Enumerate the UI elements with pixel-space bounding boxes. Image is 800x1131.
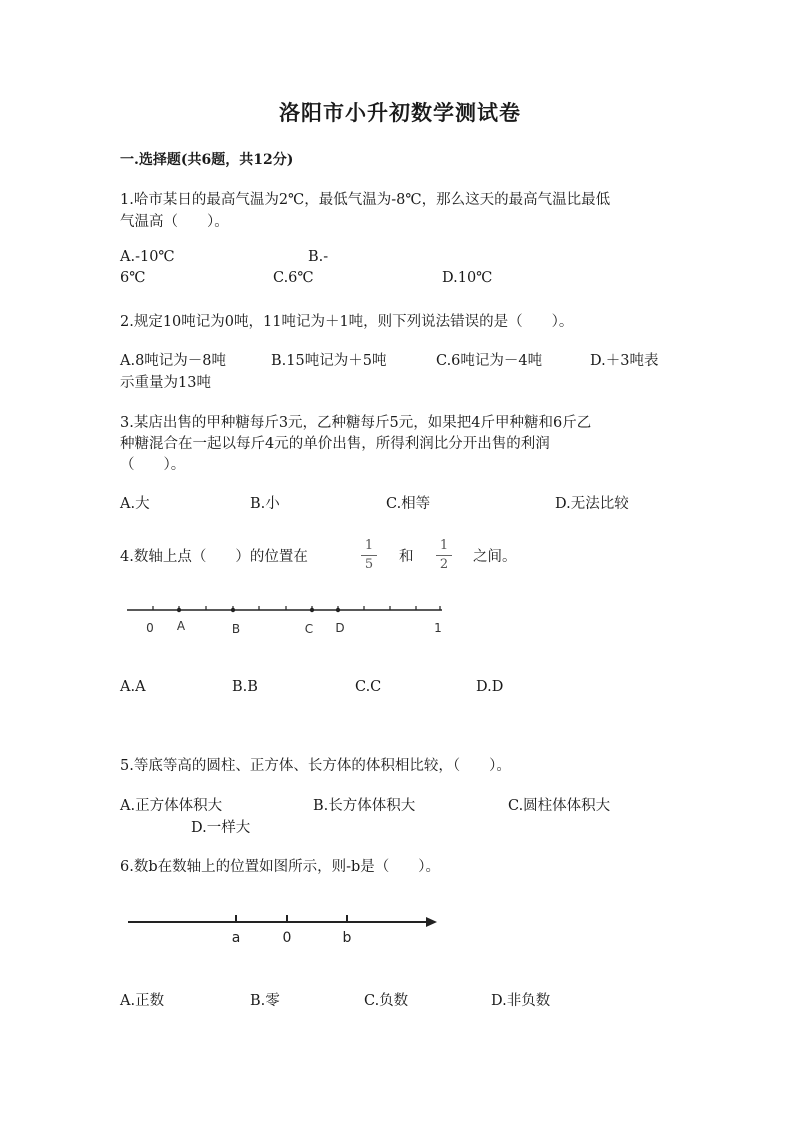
axis-label-a: a (231, 930, 241, 946)
q2-option-d-cont: 示重量为13吨 (120, 375, 211, 391)
q4-stem: 4.数轴上点（ ）的位置在 (120, 549, 308, 565)
q2-option-d: D.＋3吨表 (590, 353, 659, 369)
axis-label-b: B (231, 622, 241, 636)
axis-label-a: A (176, 619, 186, 633)
point-a-marker (177, 608, 181, 612)
q4-between: 之间。 (473, 549, 517, 565)
q3-stem-line3: （ ）。 (120, 457, 186, 473)
q4-and: 和 (399, 549, 414, 565)
axis-label-d: D (335, 621, 345, 635)
axis-label-zero: 0 (146, 621, 154, 635)
q4-number-line (0, 590, 800, 640)
fraction-numerator: 1 (364, 538, 374, 553)
q1-option-a: A.-10℃ (120, 249, 175, 265)
q6-option-c: C.负数 (364, 993, 409, 1009)
q5-stem: 5.等底等高的圆柱、正方体、长方体的体积相比较，（ ）。 (120, 758, 511, 774)
axis-label-b: b (342, 930, 352, 946)
fraction-one-half (436, 538, 452, 573)
q3-option-d: D.无法比较 (555, 496, 629, 512)
fraction-one-fifth (361, 538, 377, 573)
axis-label-c: C (304, 622, 314, 636)
point-c-marker (310, 608, 314, 612)
q1-stem-line1: 1.哈市某日的最高气温为2℃，最低气温为-8℃，那么这天的最高气温比最低 (120, 192, 611, 208)
point-b-marker (231, 608, 235, 612)
axis-label-zero: 0 (282, 930, 292, 946)
page-title: 洛阳市小升初数学测试卷 (279, 100, 521, 125)
q2-option-a: A.8吨记为－8吨 (120, 353, 227, 369)
q5-option-c: C.圆柱体体积大 (508, 798, 611, 814)
fraction-bar (436, 555, 452, 556)
q4-option-b: B.B (232, 679, 258, 695)
q6-option-b: B.零 (250, 993, 280, 1009)
q3-option-c: C.相等 (386, 496, 431, 512)
axis-arrow-icon (426, 917, 437, 927)
axis-label-one: 1 (434, 621, 442, 635)
q3-option-a: A.大 (120, 496, 150, 512)
q6-stem: 6.数b在数轴上的位置如图所示，则-b是（ ）。 (120, 859, 441, 875)
q4-option-d: D.D (476, 679, 504, 695)
q2-option-c: C.6吨记为－4吨 (436, 353, 543, 369)
q5-option-b: B.长方体体积大 (313, 798, 416, 814)
q6-option-a: A.正数 (120, 993, 165, 1009)
q5-option-a: A.正方体体积大 (120, 798, 223, 814)
section-heading: 一.选择题(共6题，共12分) (120, 152, 294, 168)
q6-option-d: D.非负数 (491, 993, 551, 1009)
q2-stem: 2.规定10吨记为0吨，11吨记为＋1吨，则下列说法错误的是（ ）。 (120, 314, 574, 330)
fraction-numerator: 1 (439, 538, 449, 553)
q2-option-b: B.15吨记为＋5吨 (271, 353, 387, 369)
q5-option-d: D.一样大 (191, 820, 251, 836)
q1-option-b-cont: 6℃ (120, 270, 146, 286)
point-d-marker (336, 608, 340, 612)
q1-option-c: C.6℃ (273, 270, 314, 286)
q1-option-d: D.10℃ (442, 270, 493, 286)
q1-option-b: B.- (308, 249, 329, 265)
q1-stem-line2: 气温高（ ）。 (120, 214, 229, 230)
fraction-denominator: 5 (364, 557, 374, 572)
q6-number-line (0, 905, 800, 950)
q4-option-c: C.C (355, 679, 382, 695)
q3-stem-line2: 种糖混合在一起以每斤4元的单价出售，所得利润比分开出售的利润 (120, 436, 550, 452)
q4-option-a: A.A (120, 679, 146, 695)
q3-stem-line1: 3.某店出售的甲种糖每斤3元，乙种糖每斤5元，如果把4斤甲种糖和6斤乙 (120, 415, 592, 431)
fraction-bar (361, 555, 377, 556)
q3-option-b: B.小 (250, 496, 280, 512)
fraction-denominator: 2 (439, 557, 449, 572)
